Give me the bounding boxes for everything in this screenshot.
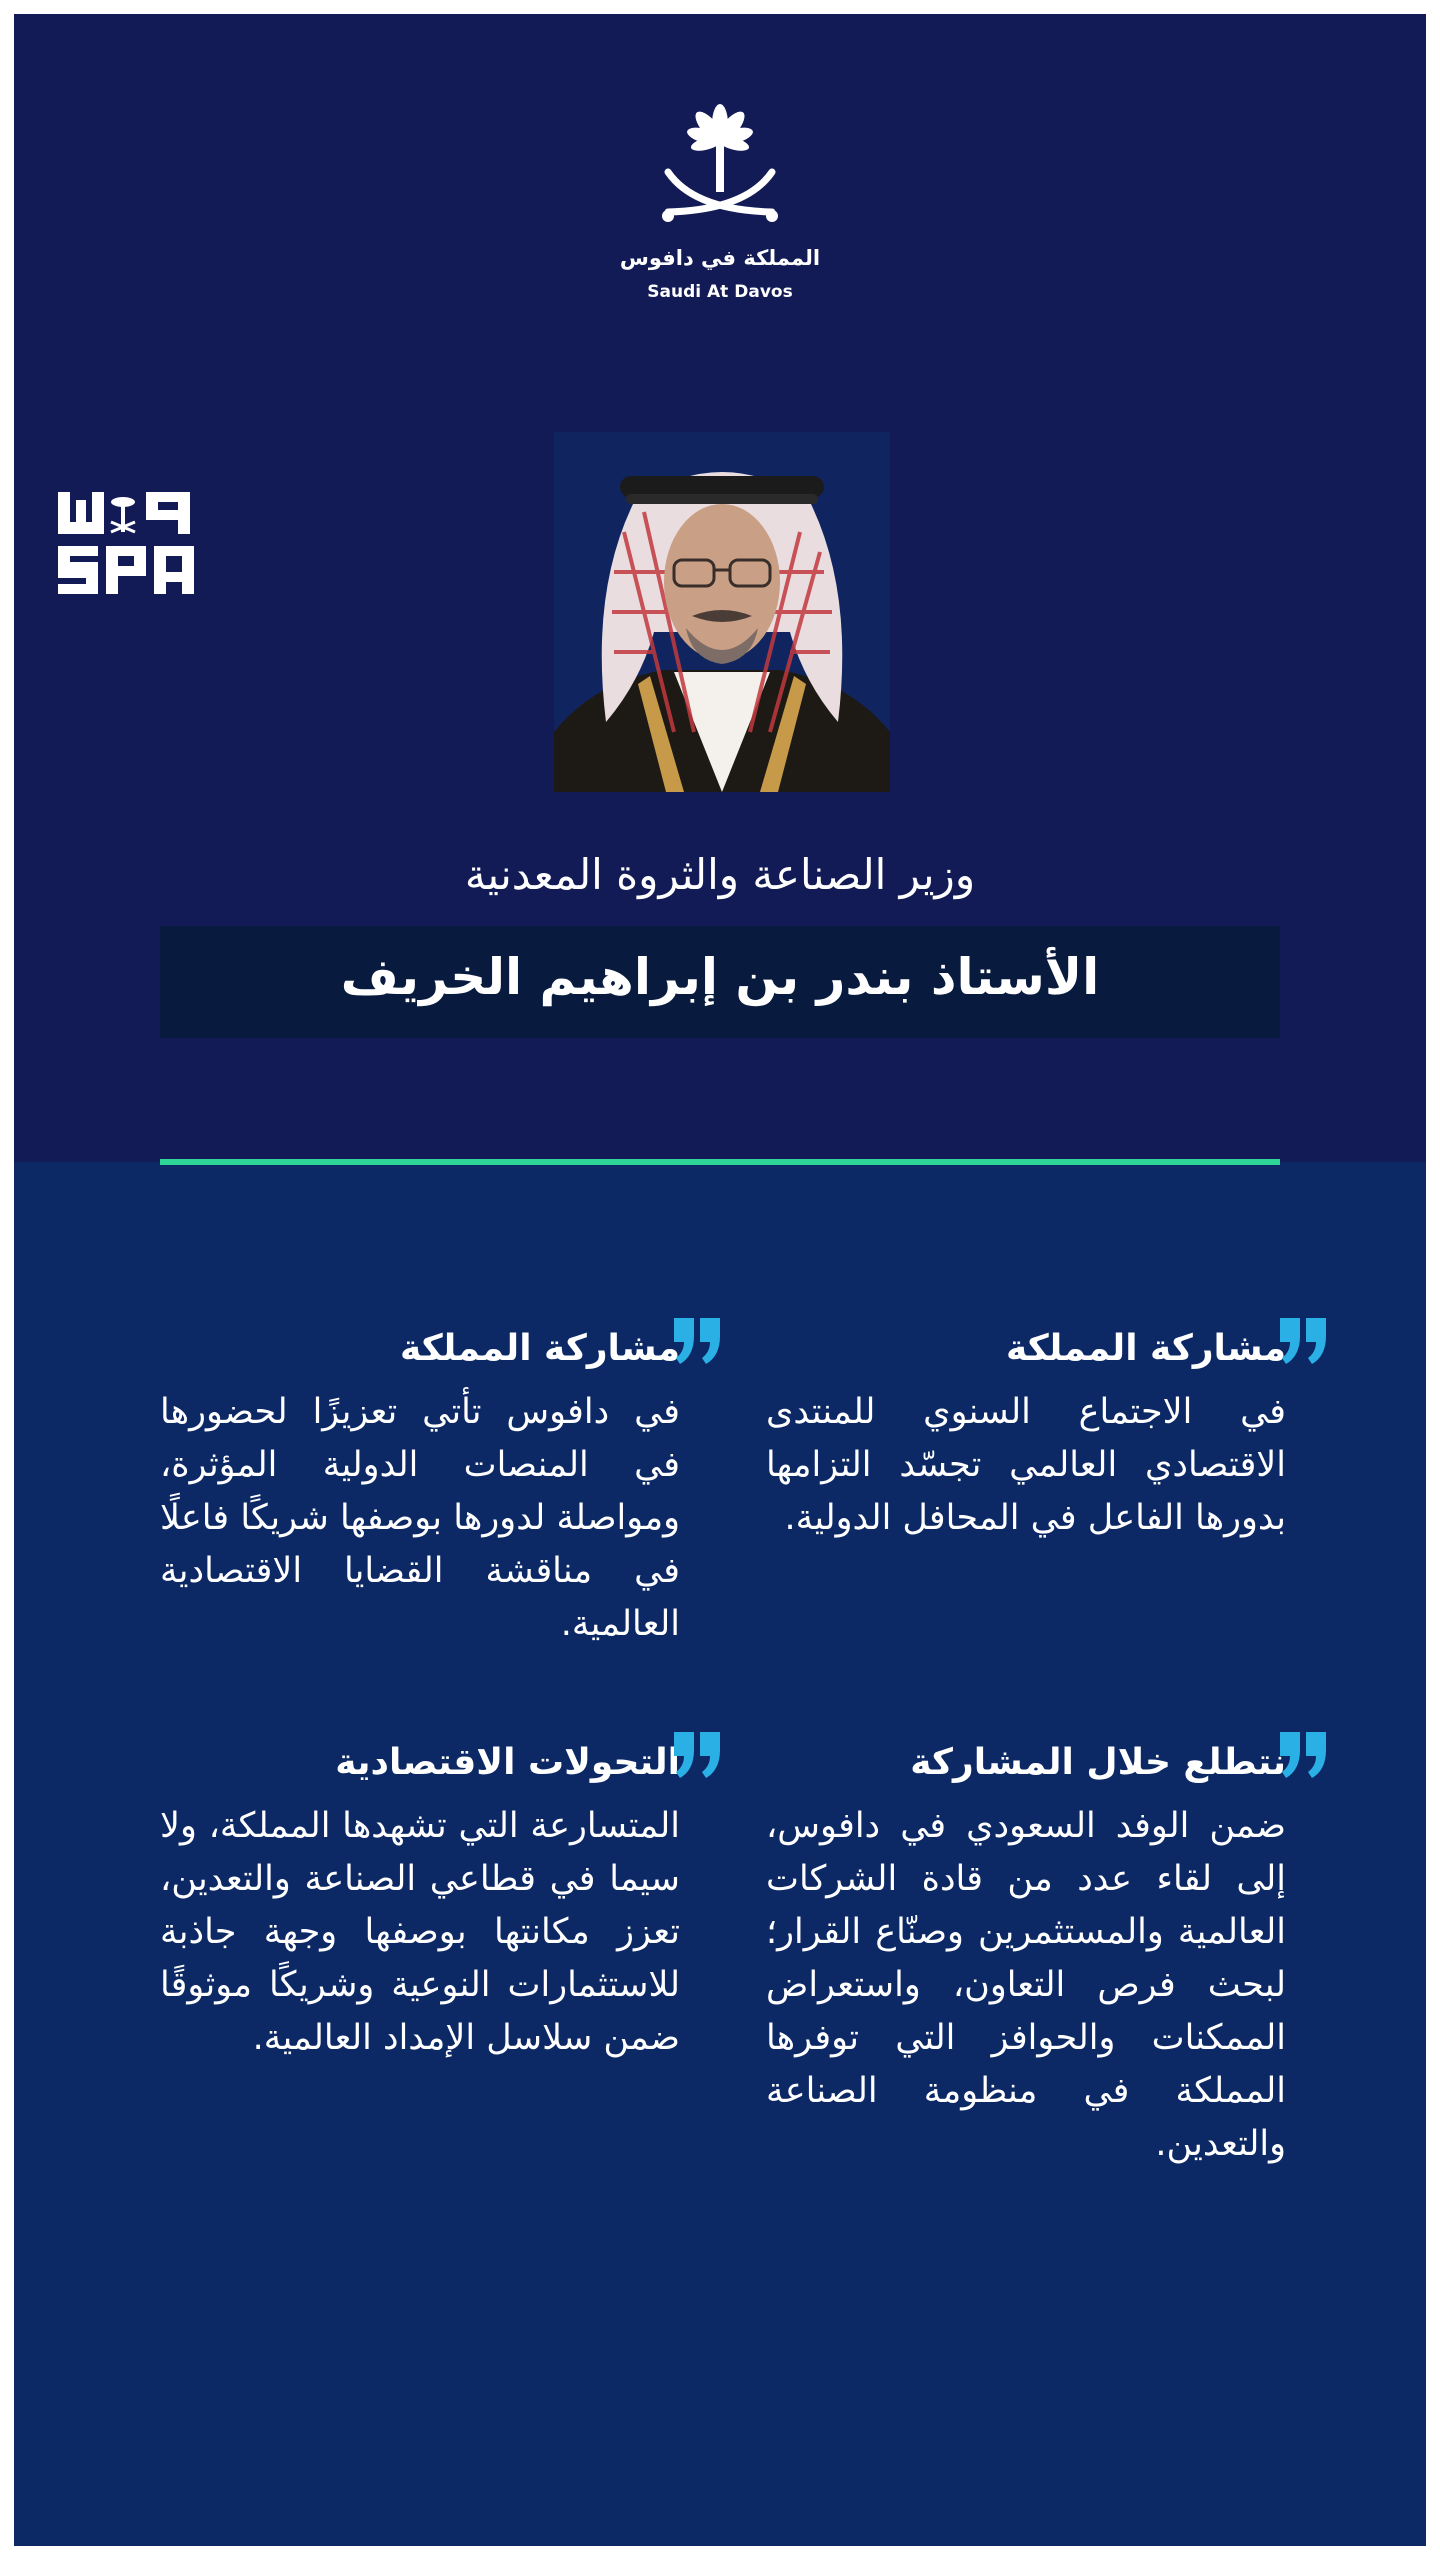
section-divider	[160, 1159, 1280, 1165]
palm-swords-emblem-icon	[654, 98, 786, 238]
quote-mark-icon	[1276, 1732, 1330, 1778]
quote-block-title: التحولات الاقتصادية	[335, 1742, 680, 1783]
quote-mark-icon	[670, 1732, 724, 1778]
spa-logo-icon	[58, 490, 204, 600]
brand-arabic-title: المملكة في دافوس	[619, 246, 821, 270]
quote-block-header	[160, 1736, 680, 1800]
quote-block	[160, 1736, 680, 2065]
quote-block-header	[766, 1322, 1286, 1386]
quote-block-title: مشاركة المملكة	[399, 1328, 680, 1369]
quote-block-title: مشاركة المملكة	[1005, 1328, 1286, 1369]
quote-block-body: في دافوس تأتي تعزيزًا لحضورها في المنصات الدولية المؤثرة، ومواصلة لدورها بوصفها شريكًا فاعلًا في مناقشة القضايا الاقتصادية العالمية.	[160, 1392, 680, 1644]
minister-portrait	[554, 432, 890, 792]
poster	[14, 14, 1426, 2546]
quote-mark-icon	[670, 1318, 724, 1364]
quote-block-title: نتطلع خلال المشاركة	[910, 1742, 1286, 1783]
name-banner	[160, 926, 1280, 1038]
quote-block-body: المتسارعة التي تشهدها المملكة، ولا سيما في قطاعي الصناعة والتعدين، تعزز مكانتها بوصفها وجهة جاذبة للاستثمارات النوعية وشريكًا موثوقًا ضمن سلاسل الإمداد العالمية.	[160, 1806, 680, 2058]
quote-mark-icon	[1276, 1318, 1330, 1364]
quote-block-body: ضمن الوفد السعودي في دافوس، إلى لقاء عدد من قادة الشركات العالمية والمستثمرين وصنّاع القرار؛ لبحث فرص التعاون، واستعراض الممكنات والحوافز التي توفرها المملكة في منظومة الصناعة والتعدين.	[766, 1806, 1286, 2164]
quote-block-body: في الاجتماع السنوي للمنتدى الاقتصادي العالمي تجسّد التزامها بدورها الفاعل في المحافل الدولية.	[766, 1392, 1286, 1538]
quote-block-header	[766, 1736, 1286, 1800]
quote-block	[766, 1736, 1286, 2171]
minister-name: الأستاذ بندر بن إبراهيم الخريف	[340, 948, 1100, 1006]
minister-role: وزير الصناعة والثروة المعدنية	[464, 850, 976, 899]
quote-block	[160, 1322, 680, 1651]
quote-block	[766, 1322, 1286, 1545]
quote-block-header	[160, 1322, 680, 1386]
brand-english-title: Saudi At Davos	[647, 282, 793, 302]
